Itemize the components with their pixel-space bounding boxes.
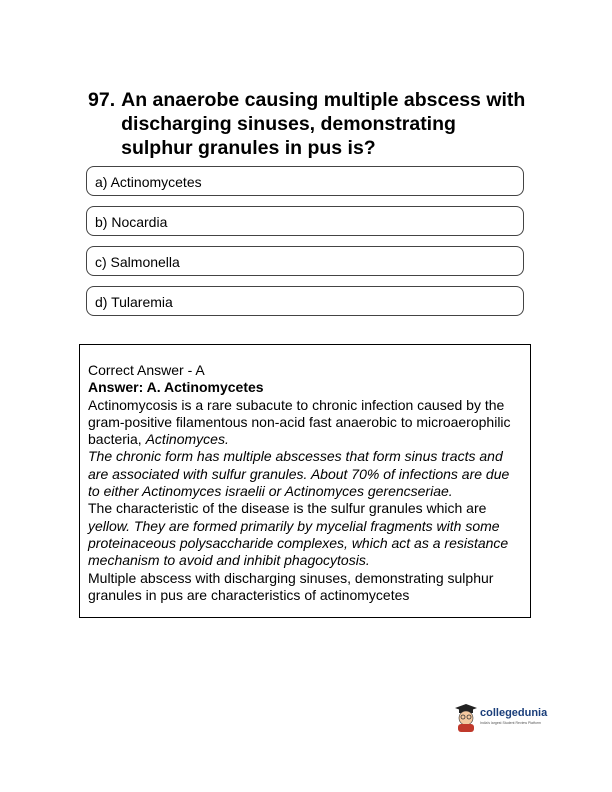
option-b[interactable] <box>86 206 524 236</box>
option-b-label: b) Nocardia <box>95 214 168 230</box>
option-d-label: d) Tularemia <box>95 294 173 310</box>
explanation-paragraph-1-text: Actinomycosis is a rare subacute to chronic infection caused by the gram-positive filamentous non-acid fast anaerobic to microaerophilic bacteria, <box>88 396 511 448</box>
explanation-paragraph-4: Multiple abscess with discharging sinuses, demonstrating sulphur granules in pus are characteristics of actinomycetes <box>88 569 494 603</box>
correct-answer: Correct Answer - A <box>88 362 205 378</box>
answer-heading: Answer: A. Actinomycetes <box>88 379 264 396</box>
explanation-paragraph-3 <box>88 500 522 569</box>
option-c-label: c) Salmonella <box>95 254 180 270</box>
explanation-paragraph-3-b: yellow. They are formed primarily by mycelial fragments with some proteinaceous polysaccharide complexes, which act as a resistance mechanism to avoid and inhibit phagocytosis. <box>88 517 509 569</box>
option-c[interactable] <box>86 246 524 276</box>
question <box>88 88 528 160</box>
question-text: An anaerobe causing multiple abscess with discharging sinuses, demonstrating sulphur granules in pus is? <box>121 89 526 159</box>
explanation-paragraph-1 <box>88 397 522 449</box>
graduate-mascot-icon <box>454 703 478 733</box>
brand-tagline: India's largest Student Review Platform <box>480 721 541 725</box>
brand-logo <box>454 703 574 743</box>
question-number: 97. <box>88 89 116 111</box>
option-d[interactable] <box>86 286 524 316</box>
brand-name: collegedunia <box>480 707 548 719</box>
answer-explanation-box <box>79 344 531 618</box>
explanation-paragraph-3-a: The characteristic of the disease is the sulfur granules which are <box>88 500 487 517</box>
explanation-paragraph-2: The chronic form has multiple abscesses that form sinus tracts and are associated with sulfur granules. About 70% of infections are due to either Actinomyces israelii or Actinomyces gerencseriae. <box>88 448 510 500</box>
option-a-label: a) Actinomycetes <box>95 174 202 190</box>
explanation-paragraph-1-italic: Actinomyces. <box>145 431 229 448</box>
option-a[interactable] <box>86 166 524 196</box>
